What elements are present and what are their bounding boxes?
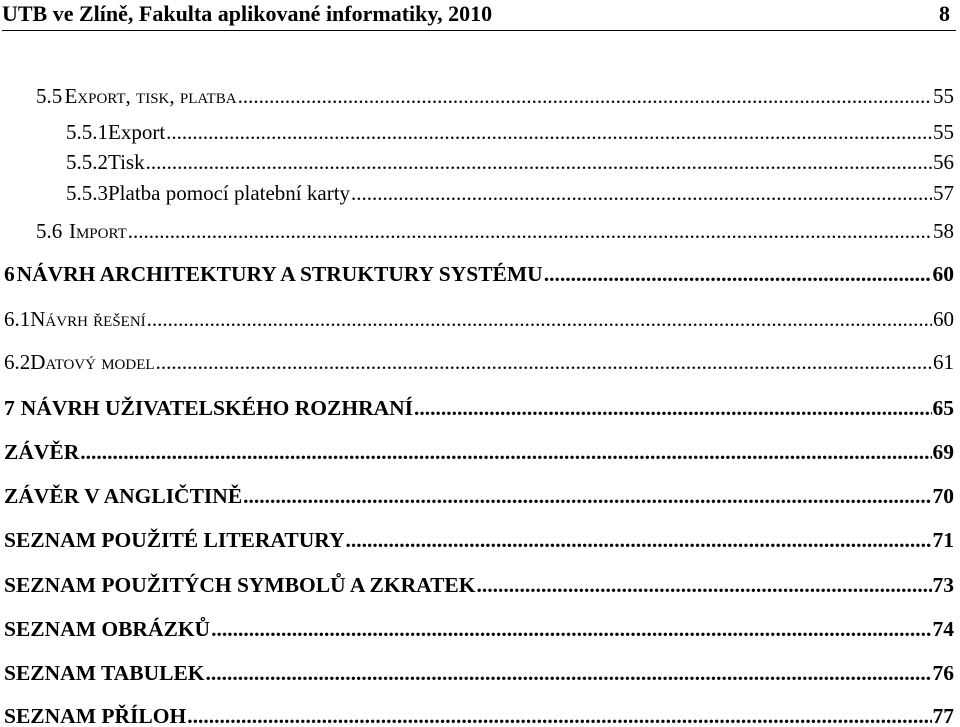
toc-entry[interactable] [0,396,954,422]
toc-entry[interactable] [0,262,954,288]
toc-leader-dots [544,262,932,287]
toc-entry-title: NÁVRH UŽIVATELSKÉHO ROZHRANÍ [20,396,414,420]
toc-entry-title: Export, tisk, platba [64,84,237,108]
toc-entry-page: 65 [932,396,954,420]
header-title: UTB ve Zlíně, Fakulta aplikované informatiky, 2010 [2,1,493,26]
toc-entry-page: 58 [933,219,954,243]
toc-entry[interactable] [0,484,954,510]
toc-entry-title: SEZNAM PŘÍLOH [4,704,187,727]
toc-leader-dots [211,617,931,642]
toc-leader-dots [166,120,932,145]
toc-entry-number: 7 [4,396,15,420]
toc-entry-page: 74 [932,617,954,641]
toc-entry-page: 76 [932,661,954,685]
toc-leader-dots [206,661,932,686]
toc-entry[interactable] [0,150,954,176]
toc-leader-dots [243,484,931,509]
toc-entry-title: NÁVRH ARCHITEKTURY A STRUKTURY SYSTÉMU [16,262,543,286]
toc-entry-title: ZÁVĚR [4,440,80,464]
toc-entry[interactable] [0,120,954,146]
toc-leader-dots [156,350,932,375]
toc-entry-page: 60 [933,307,954,331]
toc-entry[interactable] [0,528,954,554]
toc-entry[interactable] [0,219,954,245]
toc-entry-number: 6.1 [4,307,31,331]
toc-leader-dots [147,307,932,332]
toc-entry-number: 5.5 [36,84,63,108]
toc-entry-title: ZÁVĚR V ANGLIČTINĚ [4,484,243,508]
toc-entry[interactable] [0,181,954,207]
toc-entry-page: 69 [932,440,954,464]
toc-leader-dots [238,84,932,109]
toc-leader-dots [346,528,932,553]
toc-entry-page: 61 [933,350,954,374]
toc-entry-page: 71 [932,528,954,552]
toc-entry[interactable] [0,350,954,376]
toc-entry-page: 73 [932,573,954,597]
toc-entry-title: SEZNAM POUŽITÉ LITERATURY [4,528,345,552]
toc-entry[interactable] [0,307,954,333]
toc-entry-page: 60 [932,262,954,286]
toc-entry-title: SEZNAM TABULEK [4,661,205,685]
toc-entry-number: 5.6 [36,219,63,243]
toc-entry-page: 57 [933,181,954,205]
toc-leader-dots [476,573,931,598]
toc-entry-title: Platba pomocí platební karty [108,181,351,205]
toc-entry-title: Tisk [108,150,145,174]
toc-entry[interactable] [0,617,954,643]
toc-entry-title: Import [68,219,127,243]
toc-entry-page: 55 [933,120,954,144]
toc-leader-dots [187,704,931,727]
toc-leader-dots [351,181,932,206]
toc-entry-page: 77 [932,704,954,727]
toc-entry-number: 6 [4,262,15,286]
toc-entry[interactable] [0,661,954,687]
running-header [2,0,956,31]
toc-leader-dots [414,396,931,421]
toc-entry-title: Návrh řešení [30,307,146,331]
toc-entry-title: Datový model [30,350,155,374]
toc-entry[interactable] [0,84,954,110]
toc-entry-title: SEZNAM OBRÁZKŮ [4,617,211,641]
header-page-number: 8 [939,1,950,26]
toc-entry-title: Export [108,120,166,144]
toc-leader-dots [80,440,931,465]
toc-entry[interactable] [0,440,954,466]
toc-entry-title: SEZNAM POUŽITÝCH SYMBOLŮ A ZKRATEK [4,573,476,597]
toc-entry[interactable] [0,573,954,599]
toc-entry[interactable] [0,704,954,727]
toc-leader-dots [128,219,932,244]
toc-entry-page: 70 [932,484,954,508]
toc-entry-number: 5.5.1 [66,120,108,144]
toc-entry-page: 55 [933,84,954,108]
toc-entry-number: 5.5.3 [66,181,108,205]
toc-leader-dots [146,150,932,175]
toc-entry-number: 6.2 [4,350,31,374]
toc-entry-page: 56 [933,150,954,174]
toc-entry-number: 5.5.2 [66,150,108,174]
